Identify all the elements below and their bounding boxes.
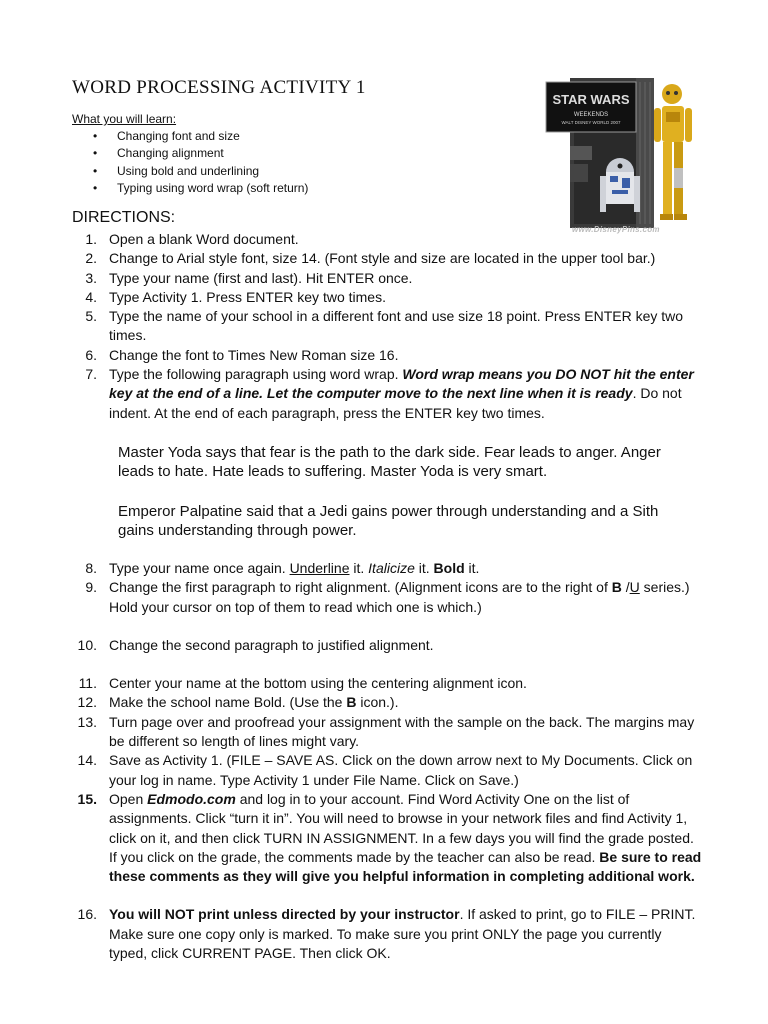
step-9: 9. Change the first paragraph to right alignment. (Alignment icons are to the right of B /U series.) Hold your cursor on top of them to read which one is which.) bbox=[85, 579, 690, 615]
list-item: • Changing alignment bbox=[93, 145, 308, 162]
sample-paragraph-1: Master Yoda says that fear is the path to the dark side. Fear leads to anger. Anger leads to hate. Hate leads to suffering. Master Yoda is very smart. bbox=[118, 443, 661, 481]
star-wars-pin-image bbox=[540, 72, 710, 242]
sign-caption: WALT DISNEY WORLD 2007 bbox=[561, 120, 621, 125]
bold-b-icon: B bbox=[346, 694, 357, 711]
step-3: 3. Type your name (first and last). Hit ENTER once. bbox=[85, 269, 413, 286]
italic-sample: Italicize bbox=[368, 559, 415, 576]
step-14: 14. Save as Activity 1. (FILE – SAVE AS. Click on the down arrow next to My Documents. Click on your log in name. Type Activity 1 under File Name. Click on Save.) bbox=[77, 752, 693, 788]
watermark-text: www.DisneyPins.com bbox=[572, 225, 660, 234]
step-12: 12. Make the school name Bold. (Use the B icon.). bbox=[77, 694, 399, 711]
print-warning: You will NOT print unless directed by your instructor bbox=[109, 906, 460, 923]
step-7: 7. Type the following paragraph using word wrap. Word wrap means you DO NOT hit the enter key at the end of a line. Let the computer move to the next line when it is ready. Do not indent. At the end of each paragraph, press the ENTER key two times. bbox=[85, 366, 694, 421]
learn-list bbox=[93, 128, 308, 197]
page-title: WORD PROCESSING ACTIVITY 1 bbox=[72, 77, 366, 98]
step-15: 15. Open Edmodo.com and log in to your account. Find Word Activity One on the list of assignments. Click “turn it in”. You will need to browse in your network files and find Activity 1, click on it, and then click TURN IN ASSIGNMENT. In a few days you will find the grade posted. If you click on the grade, the comments made by the teacher can also be read. Be sure to read these comments as they will give you helpful information in completing additional work. bbox=[77, 790, 702, 885]
step-2: 2. Change to Arial style font, size 14. (Font style and size are located in the upper tool bar.) bbox=[85, 250, 656, 267]
bullet-icon: • bbox=[93, 180, 98, 195]
bullet-icon: • bbox=[93, 129, 98, 143]
comments-note: Be sure to read these comments as they will give you helpful information in completing additional work. bbox=[109, 848, 702, 885]
list-item: • Typing using word wrap (soft return) bbox=[93, 180, 308, 197]
step-10: 10. Change the second paragraph to justified alignment. bbox=[77, 636, 434, 653]
bold-b-icon: B bbox=[611, 579, 622, 596]
underline-u-icon: U bbox=[629, 579, 640, 596]
sign-title: STAR WARS bbox=[552, 92, 630, 107]
learn-label: What you will learn: bbox=[72, 112, 177, 126]
step-11: 11. Center your name at the bottom using the centering alignment icon. bbox=[78, 675, 527, 692]
list-item: • Using bold and underlining bbox=[93, 163, 308, 180]
step-13: 13. Turn page over and proofread your assignment with the sample on the back. The margins may be different so length of lines might vary. bbox=[77, 713, 695, 750]
step-4: 4. Type Activity 1. Press ENTER key two times. bbox=[85, 288, 386, 305]
directions-heading: DIRECTIONS: bbox=[72, 209, 176, 226]
step-16: 16. You will NOT print unless directed by your instructor. If asked to print, go to FILE – PRINT. Make sure one copy only is marked. To make sure you print ONLY the page you currently typed, click CURRENT PAGE. Then click OK. bbox=[77, 906, 696, 962]
underline-sample: Underline bbox=[289, 559, 350, 576]
step-8: 8. Type your name once again. Underline it. Italicize it. Bold it. bbox=[85, 559, 480, 576]
bullet-icon: • bbox=[93, 163, 98, 178]
step-6: 6. Change the font to Times New Roman size 16. bbox=[85, 346, 399, 363]
bold-sample: Bold bbox=[433, 559, 465, 576]
sample-paragraph-2: Emperor Palpatine said that a Jedi gains power through understanding and a Sith gains understanding through power. bbox=[118, 502, 659, 540]
word-wrap-note: Word wrap means you DO NOT hit the enter key at the end of a line. Let the computer move to the next line when it is ready bbox=[109, 366, 694, 402]
sign-subtitle: WEEKENDS bbox=[573, 112, 609, 118]
step-5: 5. Type the name of your school in a different font and use size 18 point. Press ENTER key two times. bbox=[85, 308, 684, 344]
edmodo-site-name: Edmodo.com bbox=[147, 790, 236, 807]
step-1: 1. Open a blank Word document. bbox=[85, 231, 299, 247]
bullet-icon: • bbox=[93, 146, 98, 161]
list-item: • Changing font and size bbox=[93, 128, 308, 145]
directions-list bbox=[72, 230, 702, 963]
